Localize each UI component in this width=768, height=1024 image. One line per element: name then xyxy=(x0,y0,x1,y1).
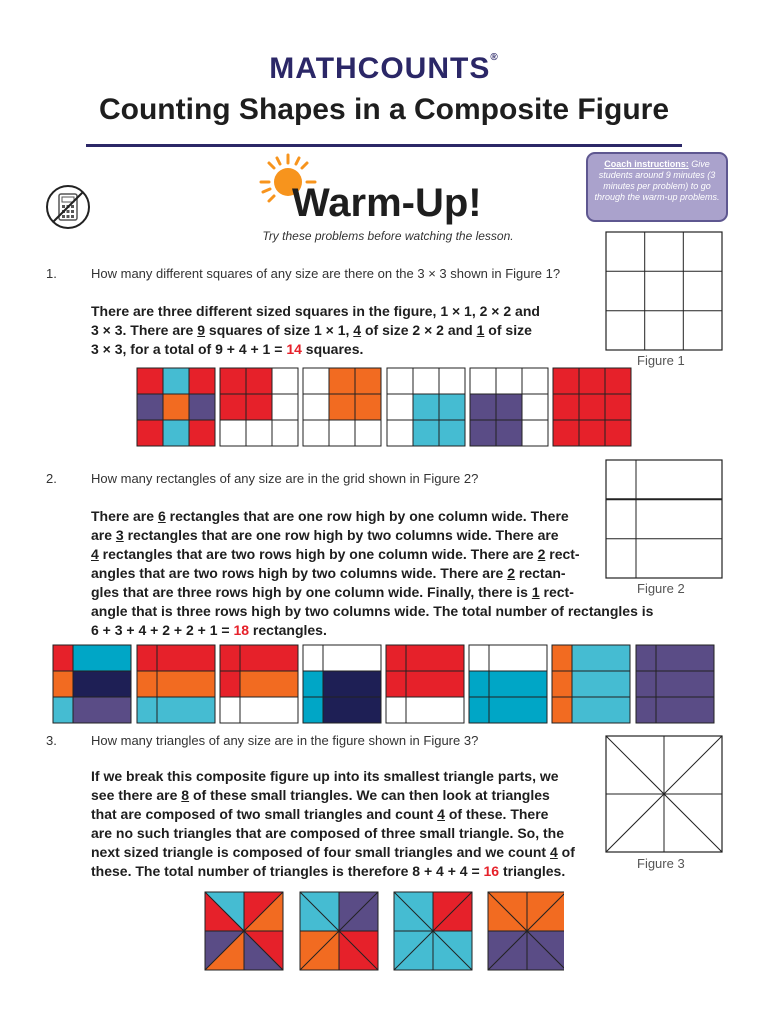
question-text-1: How many different squares of any size are there on the 3 × 3 shown in Figure 1? xyxy=(91,266,561,281)
answer-3-line-6: these. The total number of triangles is therefore 8 + 4 + 4 = 16 triangles. xyxy=(91,863,566,879)
answer-1-line-2: 3 × 3. There are 9 squares of size 1 × 1, 4 of size 2 × 2 and 1 of size xyxy=(91,322,532,338)
question-text-3: How many triangles of any size are in the figure shown in Figure 3? xyxy=(91,733,479,748)
q2-grid-6 xyxy=(469,645,547,723)
warmup-heading: Warm-Up! xyxy=(292,181,482,225)
question-text-2: How many rectangles of any size are in the grid shown in Figure 2? xyxy=(91,471,479,486)
answer-2-line-3: 4 rectangles that are two rows high by one column wide. There are 2 rect- xyxy=(91,546,580,562)
q2-grid-4 xyxy=(303,645,381,723)
q3-square-3 xyxy=(394,892,472,970)
coach-text: Give students around 9 minutes (3 minutes per problem) to go through the warm-up problems. xyxy=(594,159,720,202)
answer-2-line-6: angle that is three rows high by two columns wide. The total number of rectangles is xyxy=(91,603,654,619)
answer-2 xyxy=(91,507,654,640)
coach-instructions-box xyxy=(586,152,728,222)
q1-colored-grids xyxy=(136,367,632,447)
q2-grid-2 xyxy=(137,645,215,723)
answer-3-line-1: If we break this composite figure up into its smallest triangle parts, we xyxy=(91,768,559,784)
q3-square-2 xyxy=(300,892,378,970)
answer-3-line-4: are no such triangles that are composed of three small triangle. So, the xyxy=(91,825,565,841)
question-number-2: 2. xyxy=(46,471,57,486)
q1-grid-2-by-2-purple xyxy=(470,368,548,446)
answer-2-line-5: gles that are three rows high by one column wide. Finally, there is 1 rect- xyxy=(91,584,574,600)
q2-grid-1 xyxy=(53,645,131,723)
answer-1-line-3: 3 × 3, for a total of 9 + 4 + 1 = 14 squares. xyxy=(91,341,364,357)
answer-1-total: 14 xyxy=(286,341,302,357)
answer-3 xyxy=(91,767,601,881)
q2-grid-5 xyxy=(386,645,464,723)
q2-grid-8 xyxy=(636,645,714,723)
question-number-3: 3. xyxy=(46,733,57,748)
figure-3-caption: Figure 3 xyxy=(637,856,685,871)
no-calculator-icon xyxy=(44,184,92,232)
q1-grid-2-by-2-cyan xyxy=(387,368,465,446)
brand-text: MATHCOUNTS xyxy=(269,52,491,85)
answer-2-line-7: 6 + 3 + 4 + 2 + 2 + 1 = 18 rectangles. xyxy=(91,622,327,638)
q2-colored-grids xyxy=(52,644,718,726)
answer-3-total: 16 xyxy=(483,863,500,879)
q3-colored-squares xyxy=(204,891,564,971)
q1-grid-3-by-3-red xyxy=(553,368,631,446)
answer-3-line-5: next sized triangle is composed of four small triangles and we count 4 of xyxy=(91,844,575,860)
figure-1-caption: Figure 1 xyxy=(637,353,685,368)
answer-2-total: 18 xyxy=(233,622,250,638)
trademark: ® xyxy=(490,52,499,63)
q2-grid-7 xyxy=(552,645,630,723)
answer-1-line-1: There are three different sized squares in the figure, 1 × 1, 2 × 2 and xyxy=(91,303,540,319)
title-divider xyxy=(86,144,682,147)
page-title: Counting Shapes in a Composite Figure xyxy=(98,93,670,126)
answer-1 xyxy=(91,302,601,359)
warmup-subtitle: Try these problems before watching the lesson. xyxy=(262,229,514,243)
q3-square-4 xyxy=(488,892,564,970)
figure-3-square xyxy=(605,735,723,853)
q3-square-1 xyxy=(205,892,283,970)
answer-2-line-1: There are 6 rectangles that are one row high by one column wide. There xyxy=(91,508,569,524)
answer-2-line-2: are 3 rectangles that are one row high by two columns wide. There are xyxy=(91,527,559,543)
figure-1-grid xyxy=(605,231,723,351)
figure-2-caption: Figure 2 xyxy=(637,581,685,596)
q1-grid-1-by-1 xyxy=(137,368,215,446)
answer-2-line-4: angles that are two rows high by two columns wide. There are 2 rectan- xyxy=(91,565,566,581)
q1-grid-2-by-2-orange xyxy=(303,368,381,446)
q1-grid-2-by-2-red xyxy=(220,368,298,446)
answer-3-line-2: see there are 8 of these small triangles. We can then look at triangles xyxy=(91,787,550,803)
answer-3-line-3: that are composed of two small triangles and count 4 of these. There xyxy=(91,806,549,822)
brand-logo xyxy=(0,52,768,86)
figure-2-grid xyxy=(605,459,723,579)
question-number-1: 1. xyxy=(46,266,57,281)
coach-label: Coach instructions: xyxy=(604,159,689,169)
q2-grid-3 xyxy=(220,645,298,723)
